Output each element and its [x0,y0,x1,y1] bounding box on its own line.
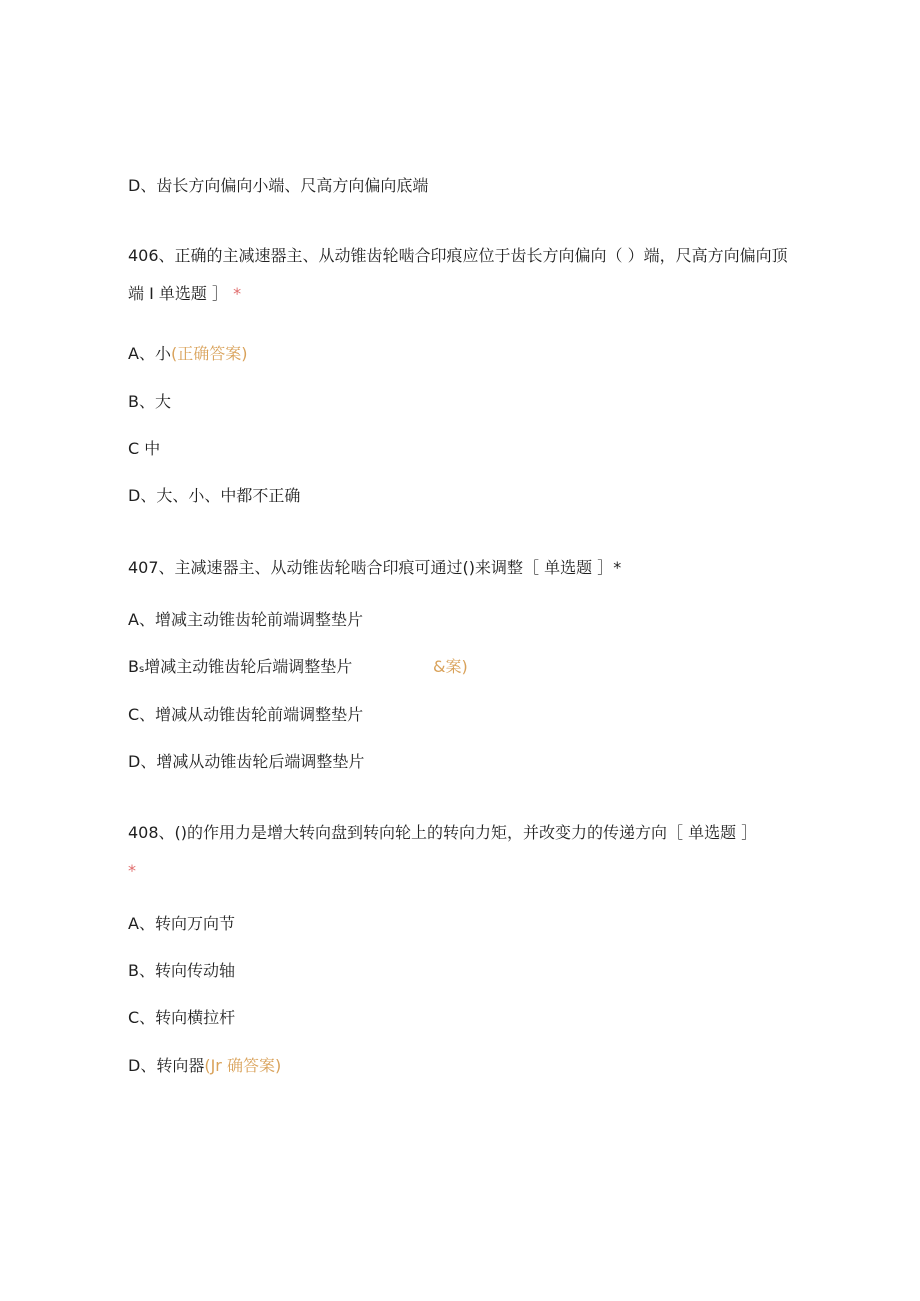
q408-option-c[interactable]: C、转向横拉杆 [128,1008,236,1027]
question-408 [128,814,788,890]
option-label: D、转向器 [128,1056,205,1075]
correct-answer-tag: &案) [433,657,468,676]
correct-answer-tag: (正确答案) [170,344,248,363]
option-label: 增减主动锥齿轮后端调整垫片 [144,657,353,676]
required-mark: * [233,284,242,303]
option-label: A、小 [128,344,171,363]
question-407: 407、主减速器主、从动锥齿轮啮合印痕可通过()来调整［ 单选题 ］* [128,558,622,577]
option-subscript: s [138,664,145,675]
question-406 [128,237,788,313]
q408-option-b[interactable]: B、转向传动轴 [128,961,235,980]
q407-option-a[interactable]: A、增减主动锥齿轮前端调整垫片 [128,610,363,629]
question-408-text: 408、()的作用力是增大转向盘到转向轮上的转向力矩，并改变力的传递方向［ 单选题 ］ [128,823,758,842]
required-mark: * [128,861,136,880]
q406-option-b[interactable]: B、大 [128,392,171,411]
q408-option-d[interactable] [128,1056,281,1076]
q406-option-d[interactable]: D、大、小、中都不正确 [128,486,301,505]
q408-option-a[interactable]: A、转向万向节 [128,914,235,933]
q406-option-c[interactable]: C 中 [128,439,161,458]
q407-option-d[interactable]: D、增减从动锥齿轮后端调整垫片 [128,752,365,771]
q407-option-c[interactable]: C、增减从动锥齿轮前端调整垫片 [128,705,364,724]
correct-answer-tag: (Jr 确答案) [204,1056,282,1075]
q406-option-a[interactable] [128,344,247,364]
q405-option-d[interactable]: D、齿长方向偏向小端、尺高方向偏向底端 [128,176,429,195]
option-letter: B [128,657,139,676]
question-406-text: 406、正确的主减速器主、从动锥齿轮啮合印痕应位于齿长方向偏向（ ）端，尺高方向偏向顶端 I 单选题 ］ [128,246,788,303]
